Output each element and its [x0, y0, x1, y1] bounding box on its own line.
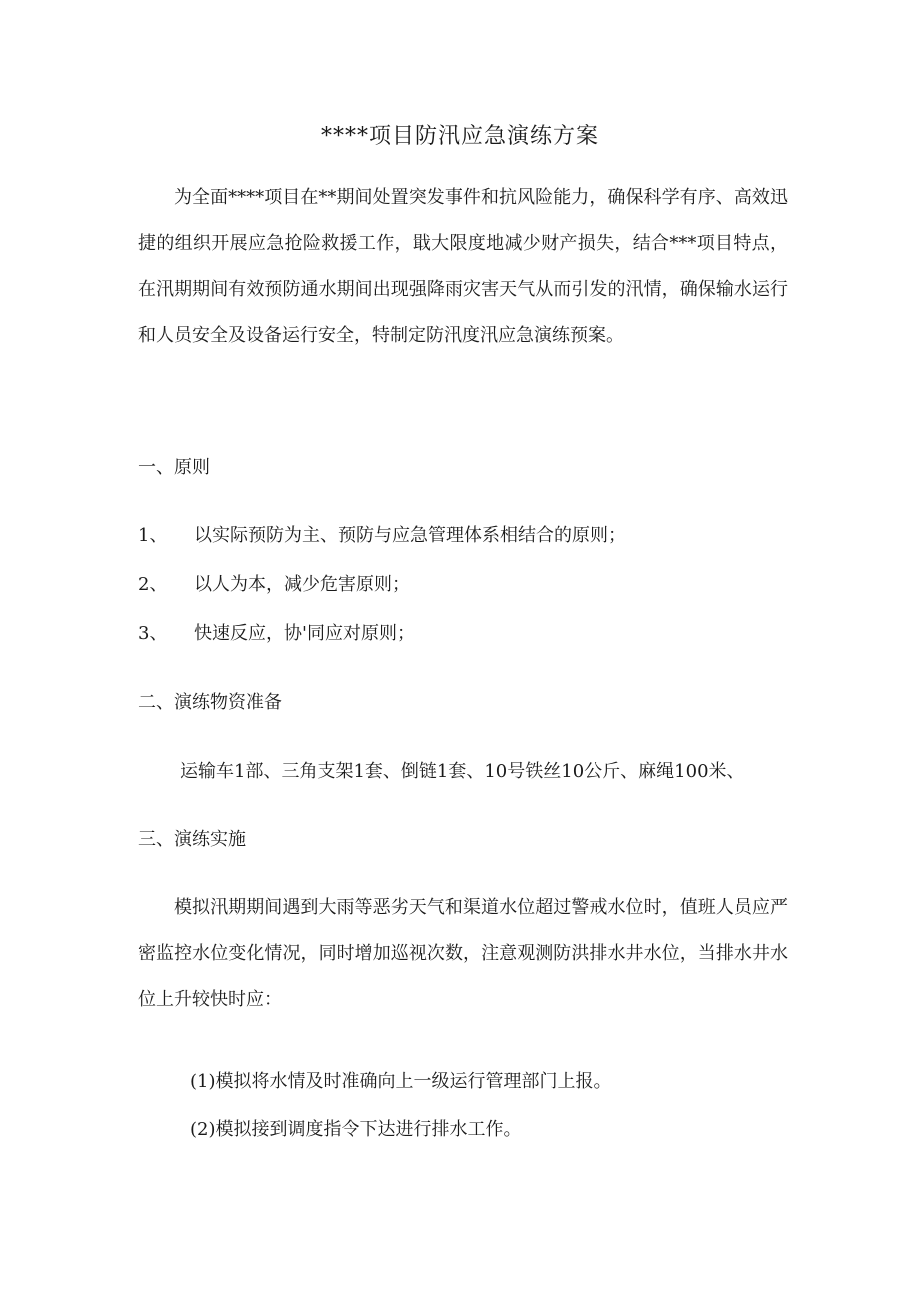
materials-list: 运输车1部、三角支架1套、倒链1套、10号铁丝10公斤、麻绳100米、: [180, 761, 745, 782]
principle-number: 1、: [138, 525, 168, 546]
principle-item: [138, 619, 415, 649]
implementation-step: (1)模拟将水情及时准确向上一级运行管理部门上报。: [190, 1071, 612, 1092]
principle-item: [138, 570, 410, 600]
principle-number: 3、: [138, 623, 168, 644]
implementation-step: (2)模拟接到调度指令下达进行排水工作。: [190, 1119, 522, 1140]
intro-paragraph: 为全面****项目在**期间处置突发事件和抗风险能力，确保科学有序、高效迅捷的组织开展应急抢险救援工作，戢大限度地减少财产损失，结合***项目特点，在汛期期间有效预防通水期间出现强降雨灾害天气从而引发的汛情，确保输水运行和人员安全及设备运行安全，特制定防汛度汛应急演练预案。: [138, 187, 788, 346]
principle-text: 快速反应，协'同应对原则；: [194, 623, 415, 644]
implementation-paragraph: 模拟汛期期间遇到大雨等恶劣天气和渠道水位超过警戒水位时，值班人员应严密监控水位变化情况，同时增加巡视次数，注意观测防洪排水井水位，当排水井水位上升较快时应：: [138, 897, 788, 1010]
principle-text: 以实际预防为主、预防与应急管理体系相结合的原则；: [194, 525, 626, 546]
principle-item: [138, 521, 626, 551]
section-heading-materials: 二、演练物资准备: [138, 692, 282, 713]
section-heading-implementation: 三、演练实施: [138, 829, 246, 850]
principle-number: 2、: [138, 574, 168, 595]
section-heading-principles: 一、原则: [138, 457, 210, 478]
document-title: ****项目防汛应急演练方案: [320, 124, 599, 149]
principle-text: 以人为本，减少危害原则；: [194, 574, 410, 595]
